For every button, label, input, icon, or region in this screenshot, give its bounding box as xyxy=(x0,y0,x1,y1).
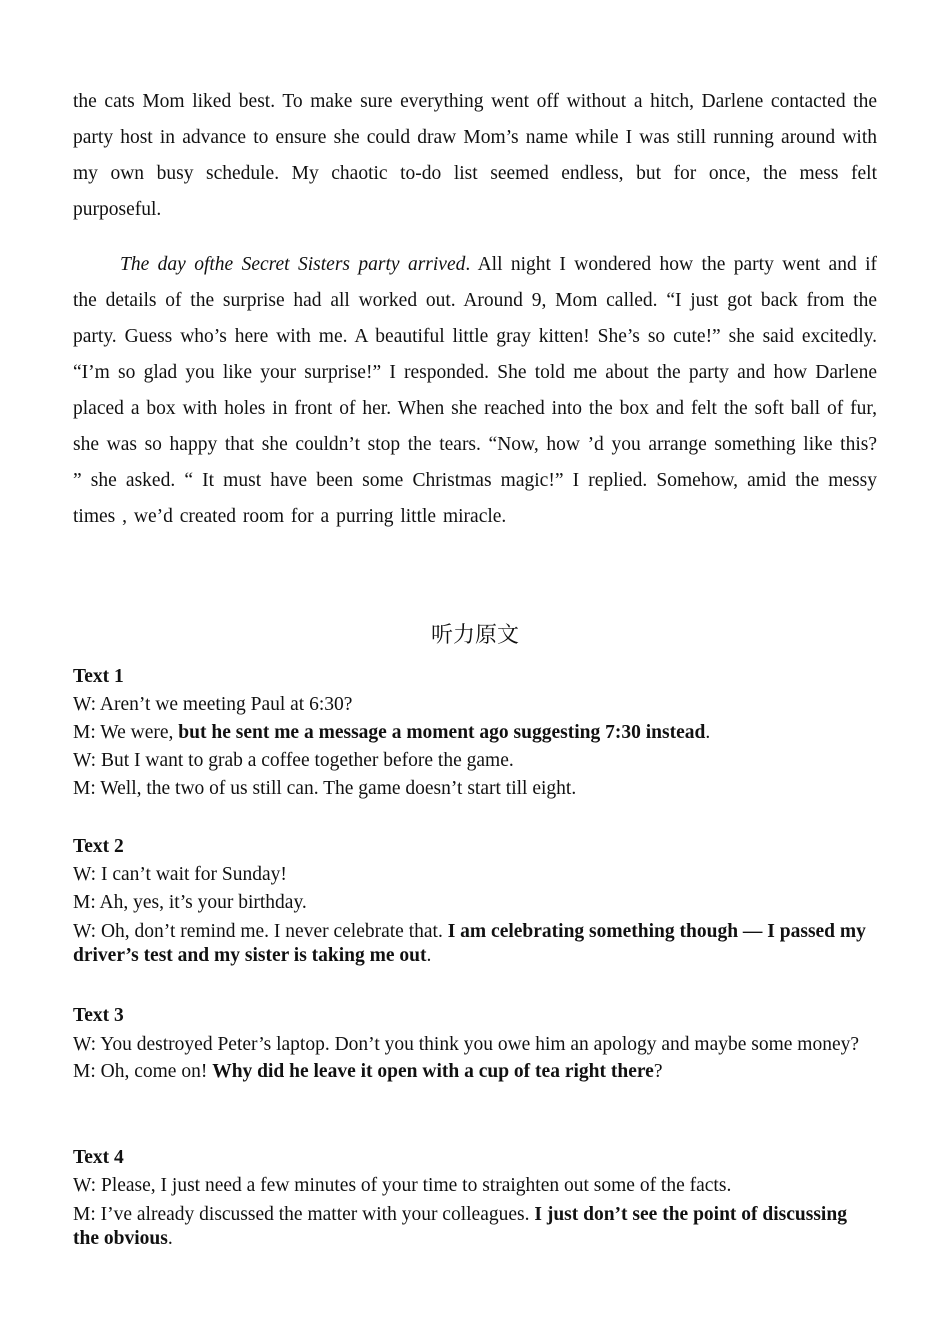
dialogue-text: M: Ah, yes, it’s your birthday. xyxy=(73,892,307,913)
essay-paragraph-2-rest: . All night I wondered how the party went and if the details of the surprise had all worked out. Around 9, Mom called. “I just got back from the party. Guess who’s here with me. A beautiful little gray kitten! She’s so cute!” she said excitedly. “I’m so glad you like your surprise!” I responded. She told me about the party and how Darlene placed a box with holes in front of her. When she reached into the box and felt the soft ball of fur, she was so happy that she couldn’t stop the tears. “Now, how ’d you arrange something like this? ” she asked. “ It must have been some Christmas magic!” I replied. Somehow, amid the messy times , we’d created room for a purring little miracle. xyxy=(73,254,878,527)
essay-paragraph-1-text: the cats Mom liked best. To make sure everything went off without a hitch, Darlene contacted the party host in advance to ensure she could draw Mom’s name while I was still running around with my own busy schedule. My chaotic to-do list seemed endless, but for once, the mess felt purposeful. xyxy=(73,91,877,220)
dialogue-line xyxy=(73,1058,873,1086)
dialogue-text: W: Please, I just need a few minutes of your time to straighten out some of the facts. xyxy=(73,1175,732,1196)
key-answer-text: Why did he leave it open with a cup of tea right there xyxy=(212,1061,654,1082)
listening-text-2 xyxy=(73,833,873,969)
dialogue-punctuation: . xyxy=(705,722,711,743)
dialogue-line xyxy=(73,889,873,917)
key-answer-text: I am celebrating something though — I passed my driver’s test and my sister is taking me out xyxy=(73,921,866,966)
dialogue-text: M: We were, xyxy=(73,722,179,743)
essay-paragraph-2-text xyxy=(73,247,877,535)
dialogue-line xyxy=(73,1033,873,1057)
dialogue-line xyxy=(73,1203,873,1251)
dialogue-punctuation: . xyxy=(426,945,432,966)
dialogue-punctuation: ? xyxy=(653,1061,663,1082)
dialogue-line xyxy=(73,775,873,803)
text-heading: Text 1 xyxy=(73,666,124,687)
listening-text-1 xyxy=(73,663,873,803)
dialogue-line xyxy=(73,691,873,719)
listening-text-4 xyxy=(73,1144,873,1252)
dialogue-line xyxy=(73,747,873,775)
key-answer-text: I just don’t see the point of discussing the obvious xyxy=(73,1204,847,1249)
dialogue-text: M: Well, the two of us still can. The game doesn’t start till eight. xyxy=(73,778,577,799)
listening-text-3 xyxy=(73,1002,873,1086)
dialogue-text: W: Aren’t we meeting Paul at 6:30? xyxy=(73,694,353,715)
essay-paragraph-2 xyxy=(73,247,877,535)
dialogue-text: W: But I want to grab a coffee together before the game. xyxy=(73,750,514,771)
text-heading: Text 4 xyxy=(73,1147,124,1168)
dialogue-text: M: Oh, come on! xyxy=(73,1061,213,1082)
section-title: 听力原文 xyxy=(430,623,519,648)
dialogue-text: W: I can’t wait for Sunday! xyxy=(73,864,287,885)
key-answer-text: but he sent me a message a moment ago suggesting 7:30 instead xyxy=(178,722,706,743)
dialogue-punctuation: . xyxy=(167,1228,173,1249)
text-heading: Text 3 xyxy=(73,1005,124,1026)
dialogue-line xyxy=(73,719,873,747)
essay-italic-phrase: The day ofthe Secret Sisters party arrived xyxy=(120,254,466,275)
dialogue-text: M: I’ve already discussed the matter with your colleagues. xyxy=(73,1204,535,1225)
dialogue-text: W: You destroyed Peter’s laptop. Don’t you think you owe him an apology and maybe some money? xyxy=(73,1034,860,1055)
essay-paragraph-1 xyxy=(73,84,877,228)
dialogue-line xyxy=(73,1172,873,1200)
text-heading: Text 2 xyxy=(73,836,124,857)
dialogue-line xyxy=(73,920,873,968)
dialogue-line xyxy=(73,861,873,889)
dialogue-text: W: Oh, don’t remind me. I never celebrate that. xyxy=(73,921,448,942)
